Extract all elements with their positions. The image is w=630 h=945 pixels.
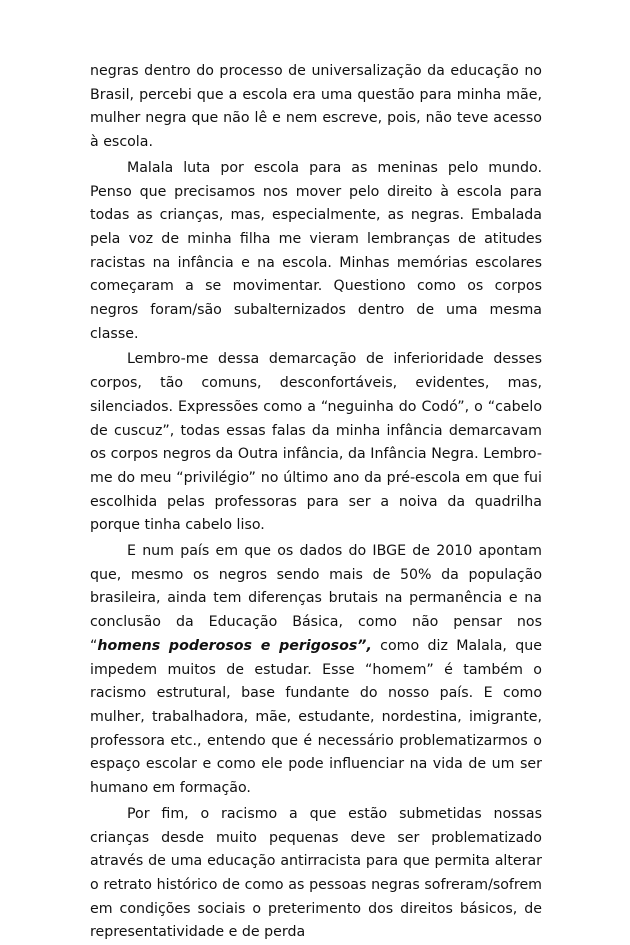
paragraph-1: negras dentro do processo de universalização da educação no Brasil, percebi que a escola era uma questão para minha mãe, mulher negra que não lê e nem escreve, pois, não teve acesso à escola. (90, 63, 542, 151)
paragraph-3: Lembro-me dessa demarcação de inferioridade desses corpos, tão comuns, desconfortáveis, evidentes, mas, silenciados. Expressões como a “neguinha do Codó”, o “cabelo de cuscuz”, todas essas falas da minha infância demarcavam os corpos negros da Outra infância, da Infância Negra. Lembro-me do meu “privilégio” no último ano da pré-escola em que fui escolhida pelas professoras para ser a noiva da quadrilha porque tinha cabelo liso. (90, 351, 542, 534)
paragraph-4 (90, 540, 542, 801)
paragraph-4-text-end: como diz Malala, que impedem muitos de estudar. Esse “homem” é também o racismo estrutural, base fundante do nosso país. E como mulher, trabalhadora, mãe, estudante, nordestina, imigrante, professora etc., entendo que é necessário problematizarmos o espaço escolar e como ele pode influenciar na vida de um ser humano em formação. (90, 637, 542, 797)
document-page (90, 60, 542, 945)
paragraph-2: Malala luta por escola para as meninas pelo mundo. Penso que precisamos nos mover pelo direito à escola para todas as crianças, mas, especialmente, as negras. Embalada pela voz de minha filha me vieram lembranças de atitudes racistas na infância e na escola. Minhas memórias escolares começaram a se movimentar. Questiono como os corpos negros foram/são subalternizados dentro de uma mesma classe. (90, 159, 542, 342)
paragraph-5: Por fim, o racismo a que estão submetidas nossas crianças desde muito pequenas deve ser problematizado através de uma educação antirracista para que permita alterar o retrato histórico de como as pessoas negras sofreram/sofrem em condições sociais o preterimento dos direitos básicos, de representatividade e de perda (90, 805, 542, 941)
paragraph-4-emphasis: homens poderosos e perigosos”, (97, 637, 372, 654)
paragraph-4-text-start: E num país em que os dados do IBGE de 2010 apontam que, mesmo os negros sendo mais de 50% da população brasileira, ainda tem diferenças brutais na permanência e na conclusão da Educação Básica, como não pensar nos “ (90, 543, 542, 654)
